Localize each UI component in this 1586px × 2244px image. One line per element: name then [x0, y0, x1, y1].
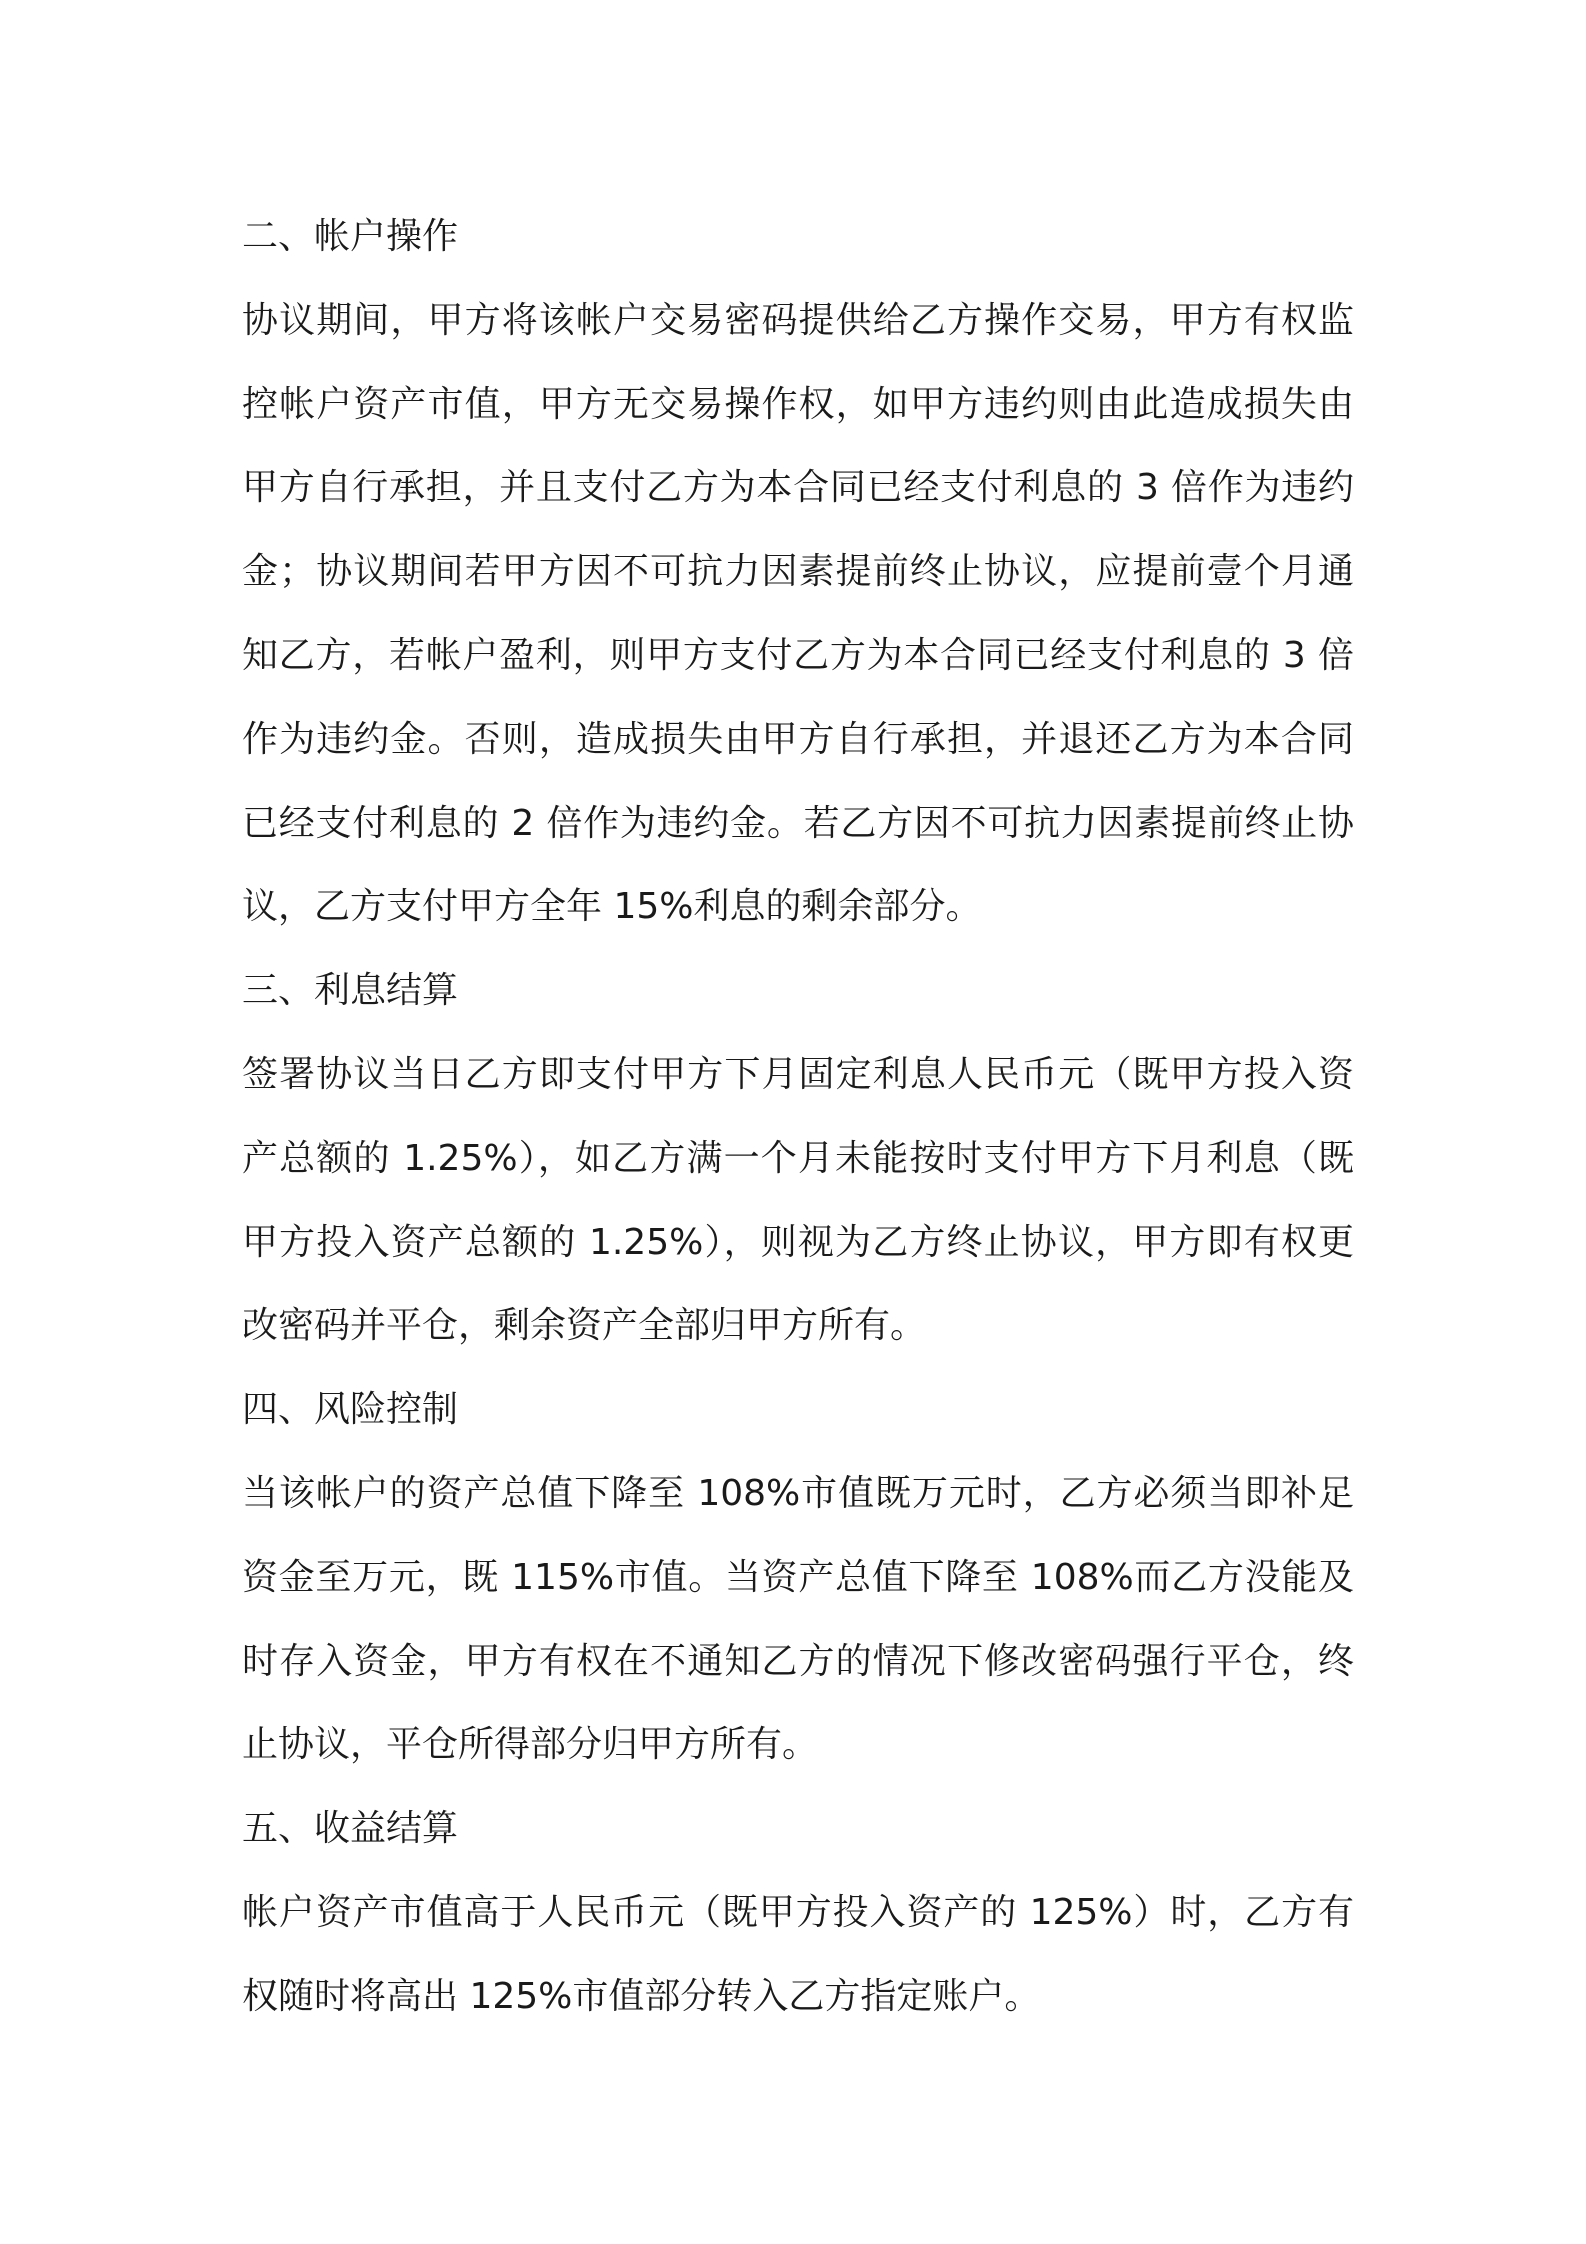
section-risk-control	[242, 1368, 1354, 1787]
paragraph-line: 止协议，平仓所得部分归甲方所有。	[242, 1724, 819, 1766]
section-heading: 三、利息结算	[242, 970, 459, 1012]
paragraph-line: 知乙方，若帐户盈利，则甲方支付乙方为本合同已经支付利息的 3 倍	[242, 634, 1354, 676]
section-interest-settlement	[242, 949, 1354, 1368]
paragraph-line: 改密码并平仓，剩余资产全部归甲方所有。	[242, 1305, 927, 1347]
paragraph-line: 当该帐户的资产总值下降至 108%市值既万元时，乙方必须当即补足	[242, 1472, 1354, 1514]
section-heading: 五、收益结算	[242, 1808, 459, 1850]
section-heading: 四、风险控制	[242, 1389, 459, 1431]
paragraph-line: 甲方自行承担，并且支付乙方为本合同已经支付利息的 3 倍作为违约	[242, 467, 1354, 509]
paragraph-line: 产总额的 1.25%），如乙方满一个月未能按时支付甲方下月利息（既	[242, 1137, 1354, 1179]
paragraph-line: 议，乙方支付甲方全年 15%利息的剩余部分。	[242, 886, 982, 928]
section-heading: 二、帐户操作	[242, 216, 459, 257]
paragraph-line: 帐户资产市值高于人民币元（既甲方投入资产的 125%）时，乙方有	[242, 1891, 1354, 1933]
paragraph-line: 金；协议期间若甲方因不可抗力因素提前终止协议，应提前壹个月通	[242, 551, 1354, 593]
paragraph-line: 签署协议当日乙方即支付甲方下月固定利息人民币元（既甲方投入资	[242, 1053, 1354, 1095]
paragraph-line: 作为违约金。否则，造成损失由甲方自行承担，并退还乙方为本合同	[242, 718, 1354, 760]
paragraph-line: 甲方投入资产总额的 1.25%），则视为乙方终止协议，甲方即有权更	[242, 1221, 1354, 1263]
paragraph-line: 权随时将高出 125%市值部分转入乙方指定账户。	[242, 1975, 1041, 2017]
paragraph-line: 协议期间，甲方将该帐户交易密码提供给乙方操作交易，甲方有权监	[242, 299, 1354, 341]
paragraph-line: 已经支付利息的 2 倍作为违约金。若乙方因不可抗力因素提前终止协	[242, 802, 1354, 844]
paragraph-line: 时存入资金，甲方有权在不通知乙方的情况下修改密码强行平仓，终	[242, 1640, 1354, 1682]
paragraph-line: 控帐户资产市值，甲方无交易操作权，如甲方违约则由此造成损失由	[242, 383, 1354, 425]
section-profit-settlement	[242, 1787, 1354, 2038]
document-page	[242, 195, 1354, 2039]
paragraph-line: 资金至万元，既 115%市值。当资产总值下降至 108%而乙方没能及	[242, 1556, 1354, 1598]
section-account-operation	[242, 195, 1354, 949]
